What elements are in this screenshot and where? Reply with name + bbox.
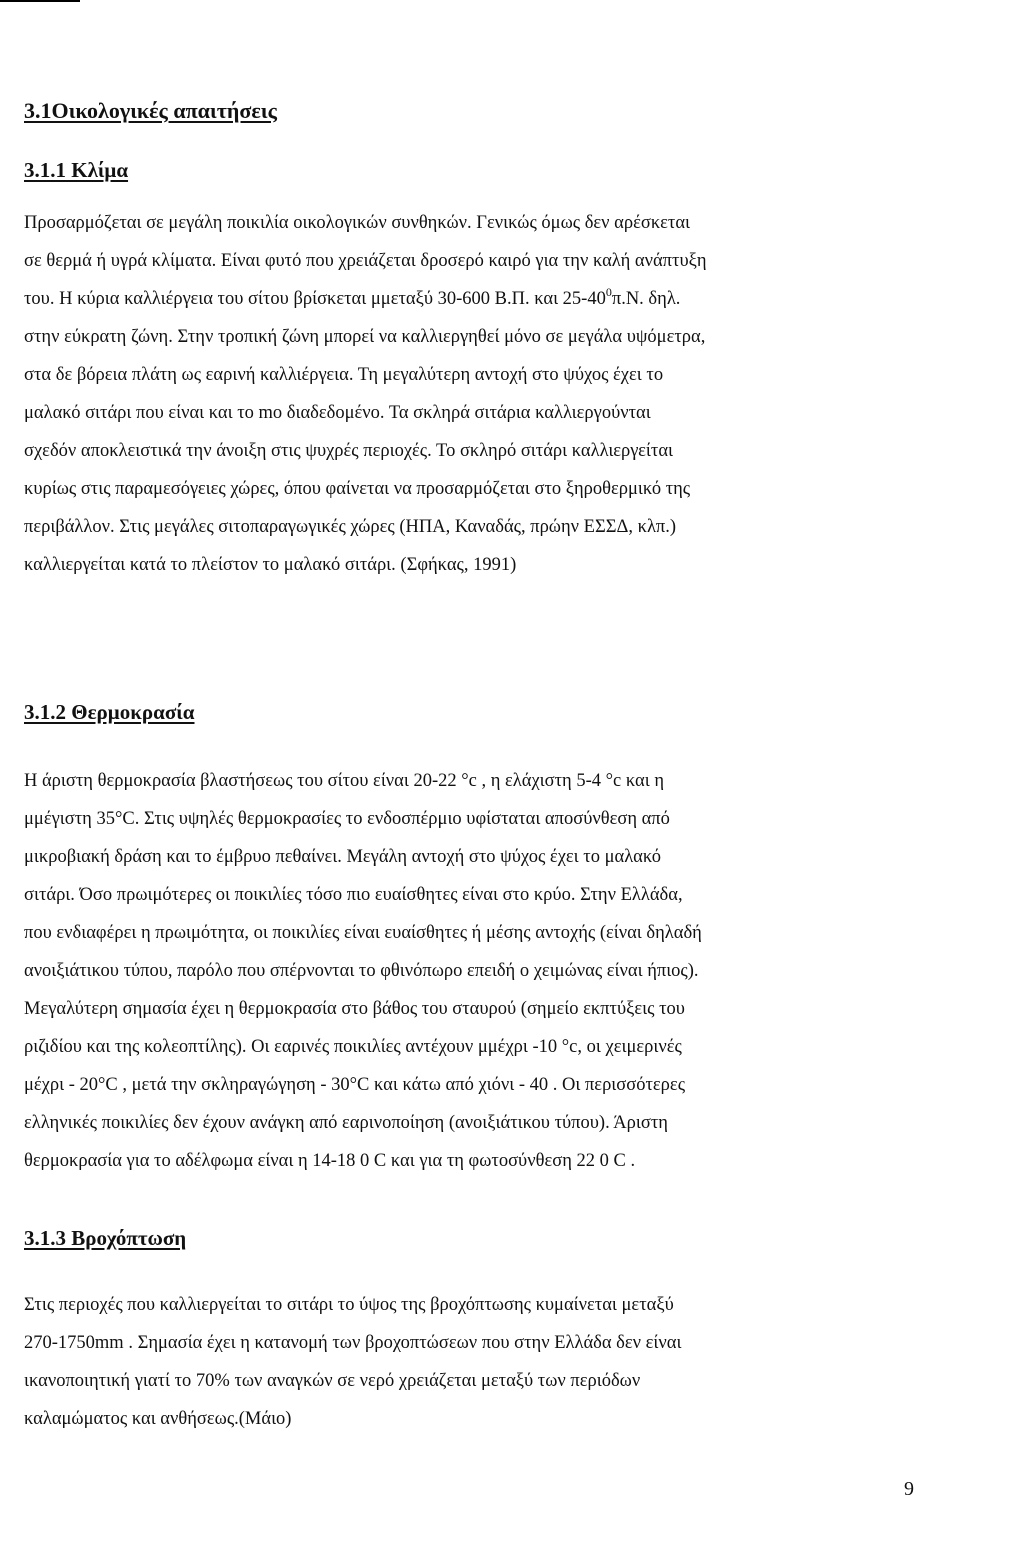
paragraph-line: σιτάρι. Όσο πρωιμότερες οι ποικιλίες τόσο πιο ευαίσθητες είναι στο κρύο. Στην Ελλάδα,: [24, 885, 683, 905]
paragraph-line: Μεγαλύτερη σημασία έχει η θερμοκρασία στο βάθος του σταυρού (σημείο εκπτύξεις του: [24, 999, 685, 1019]
temperature-paragraph: [24, 762, 884, 1180]
paragraph-line: ριζιδίου και της κολεοπτίλης). Οι εαρινές ποικιλίες αντέχουν μμέχρι -10 °c, οι χειμερινές: [24, 1037, 682, 1057]
section-title: 3.1Οικολογικές απαιτήσεις: [24, 98, 277, 123]
paragraph-line: ανοιξιάτικου τύπου, παρόλο που σπέρνονται το φθινόπωρο επειδή ο χειμώνας είναι ήπιος).: [24, 961, 699, 981]
paragraph-line: καλαμώματος και ανθήσεως.(Μάιο): [24, 1409, 292, 1429]
top-rule: [0, 0, 80, 2]
paragraph-line: περιβάλλον. Στις μεγάλες σιτοπαραγωγικές χώρες (ΗΠΑ, Καναδάς, πρώην ΕΣΣΔ, κλπ.): [24, 517, 677, 537]
paragraph-line-with-superscript: [24, 280, 884, 318]
climate-heading: 3.1.1 Κλίμα: [24, 158, 129, 182]
paragraph-line: κυρίως στις παραμεσόγειες χώρες, όπου φαίνεται να προσαρμόζεται στο ξηροθερμικό της: [24, 479, 691, 499]
paragraph-line: σε θερμά ή υγρά κλίματα. Είναι φυτό που χρειάζεται δροσερό καιρό για την καλή ανάπτυξη: [24, 251, 707, 271]
paragraph-line: καλλιεργείται κατά το πλείστον το μαλακό σιτάρι. (Σφήκας, 1991): [24, 555, 517, 575]
precipitation-heading: 3.1.3 Βροχόπτωση: [24, 1226, 187, 1250]
temperature-heading: 3.1.2 Θερμοκρασία: [24, 700, 195, 724]
paragraph-line: θερμοκρασία για το αδέλφωμα είναι η 14-18 0 C και για τη φωτοσύνθεση 22 0 C .: [24, 1151, 636, 1171]
paragraph-line: σχεδόν αποκλειστικά την άνοιξη στις ψυχρές περιοχές. Το σκληρό σιτάρι καλλιεργείται: [24, 441, 673, 461]
paragraph-line: που ενδιαφέρει η πρωιμότητα, οι ποικιλίες είναι ευαίσθητες ή μέσης αντοχής (είναι δηλαδή: [24, 923, 702, 943]
paragraph-line: μικροβιακή δράση και το έμβρυο πεθαίνει. Μεγάλη αντοχή στο ψύχος έχει το μαλακό: [24, 847, 662, 867]
degree-superscript: 0: [605, 285, 612, 299]
paragraph-line: Η άριστη θερμοκρασία βλαστήσεως του σίτου είναι 20-22 °c , η ελάχιστη 5-4 °c και η: [24, 771, 665, 791]
paragraph-line: μμέγιστη 35°C. Στις υψηλές θερμοκρασίες το ενδοσπέρμιο υφίσταται αποσύνθεση από: [24, 809, 670, 829]
paragraph-line: στην εύκρατη ζώνη. Στην τροπική ζώνη μπορεί να καλλιεργηθεί μόνο σε μεγάλα υψόμετρα,: [24, 327, 706, 347]
climate-paragraph: [24, 204, 884, 584]
paragraph-line: ελληνικές ποικιλίες δεν έχουν ανάγκη από εαρινοποίηση (ανοιξιάτικου τύπου). Άριστη: [24, 1113, 668, 1133]
paragraph-line: στα δε βόρεια πλάτη ως εαρινή καλλιέργεια. Τη μεγαλύτερη αντοχή στο ψύχος έχει το: [24, 365, 664, 385]
paragraph-line: Προσαρμόζεται σε μεγάλη ποικιλία οικολογικών συνθηκών. Γενικώς όμως δεν αρέσκεται: [24, 213, 691, 233]
paragraph-line: μαλακό σιτάρι που είναι και το mo διαδεδομένο. Τα σκληρά σιτάρια καλλιεργούνται: [24, 403, 651, 423]
paragraph-line-tail: π.Ν. δηλ.: [611, 289, 681, 309]
paragraph-line: μέχρι - 20°C , μετά την σκληραγώγηση - 30°C και κάτω από χιόνι - 40 . Οι περισσότερες: [24, 1075, 686, 1095]
paragraph-line: ικανοποιητική γιατί το 70% των αναγκών σε νερό χρειάζεται μεταξύ των περιόδων: [24, 1371, 641, 1391]
paragraph-line-text: του. Η κύρια καλλιέργεια του σίτου βρίσκεται μμεταξύ 30-600 Β.Π. και 25-40: [24, 289, 606, 309]
precipitation-paragraph: [24, 1286, 884, 1438]
page-number: 9: [904, 1478, 914, 1500]
paragraph-line: 270-1750mm . Σημασία έχει η κατανομή των βροχοπτώσεων που στην Ελλάδα δεν είναι: [24, 1333, 682, 1353]
paragraph-line: Στις περιοχές που καλλιεργείται το σιτάρι το ύψος της βροχόπτωσης κυμαίνεται μεταξύ: [24, 1295, 674, 1315]
